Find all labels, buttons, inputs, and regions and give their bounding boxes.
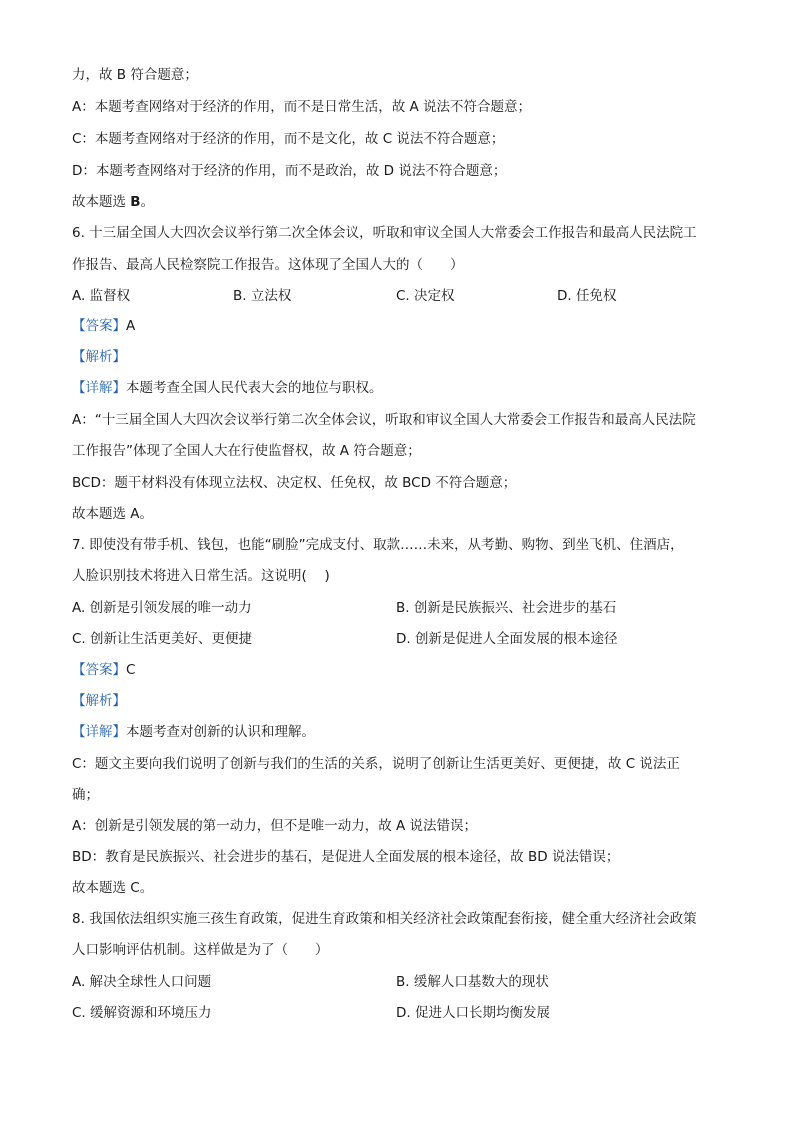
q8-option-b: B. 缓解人口基数大的现状 [396,974,549,990]
q7-analysis-tag [72,692,126,710]
detail-tag: 【详解】 [72,724,126,740]
q7-answer [72,661,135,679]
q8-option-c: C. 缓解资源和环境压力 [72,1005,212,1021]
q8-stem-line-2: 人口影响评估机制。这样做是为了（ ） [72,942,329,958]
text-line: D：本题考查网络对于经济的作用，而不是政治，故 D 说法不符合题意； [72,163,507,179]
q6-option-b: B. 立法权 [233,288,292,304]
q6-detail [72,379,383,397]
answer-value: C [126,662,136,678]
q7-detail [72,723,315,741]
text-line: C：本题考查网络对于经济的作用，而不是文化，故 C 说法不符合题意； [72,131,505,147]
q7-stem-line-2: 人脸识别技术将进入日常生活。这说明( ) [72,568,330,584]
q8-stem-line-1: 8. 我国依法组织实施三孩生育政策，促进生育政策和相关经济社会政策配套衔接，健全重大经济社会政策 [72,911,697,927]
q8-option-d: D. 促进人口长期均衡发展 [396,1005,550,1021]
detail-tag: 【详解】 [72,380,126,396]
q6-stem-line-2: 作报告、最高人民检察院工作报告。这体现了全国人大的（ ） [72,257,464,273]
q7-stem-line-1: 7. 即使没有带手机、钱包，也能“刷脸”完成支付、取款……未来，从考勤、购物、到坐飞机、住酒店， [72,537,684,553]
text-line: A：本题考查网络对于经济的作用，而不是日常生活，故 A 说法不符合题意； [72,99,532,115]
analysis-tag: 【解析】 [72,349,126,365]
q7-explanation-line: A：创新是引领发展的第一动力，但不是唯一动力，故 A 说法错误； [72,818,478,834]
conclusion-line [72,193,154,211]
q7-conclusion: 故本题选 C。 [72,880,154,896]
q7-option-d: D. 创新是促进人全面发展的根本途径 [396,631,618,647]
q6-conclusion: 故本题选 A。 [72,506,154,522]
q7-option-a: A. 创新是引领发展的唯一动力 [72,600,252,616]
q7-explanation-line: BD：教育是民族振兴、社会进步的基石，是促进人全面发展的根本途径，故 BD 说法错误； [72,849,620,865]
q7-explanation-line: C：题文主要向我们说明了创新与我们的生活的关系，说明了创新让生活更美好、更便捷，故 C 说法正 [72,756,680,772]
answer-value: A [126,318,136,334]
q6-explanation-line: A：“十三届全国人大四次会议举行第二次全体会议，听取和审议全国人大常委会工作报告和最高人民法院 [72,412,696,428]
q6-explanation-line: 工作报告”体现了全国人大在行使监督权，故 A 符合题意； [72,443,421,459]
q7-option-c: C. 创新让生活更美好、更便捷 [72,631,253,647]
q6-option-d: D. 任免权 [557,288,617,304]
q6-option-c: C. 决定权 [396,288,455,304]
q6-explanation-line: BCD：题干材料没有体现立法权、决定权、任免权，故 BCD 不符合题意； [72,475,517,491]
detail-text: 本题考查全国人民代表大会的地位与职权。 [126,380,383,396]
detail-text: 本题考查对创新的认识和理解。 [126,724,315,740]
q6-analysis-tag [72,348,126,366]
answer-tag: 【答案】 [72,318,126,334]
q6-answer [72,317,135,335]
q6-option-a: A. 监督权 [72,288,131,304]
q6-stem-line-1: 6. 十三届全国人大四次会议举行第二次全体会议，听取和审议全国人大常委会工作报告和最高人民法院工 [72,225,697,241]
answer-tag: 【答案】 [72,662,126,678]
conclusion-prefix: 故本题选 [72,194,131,210]
q7-option-b: B. 创新是民族振兴、社会进步的基石 [396,600,617,616]
analysis-tag: 【解析】 [72,693,126,709]
text-line: 力，故 B 符合题意； [72,67,198,83]
conclusion-suffix: 。 [140,194,155,210]
q7-explanation-line: 确； [72,787,99,803]
q8-option-a: A. 解决全球性人口问题 [72,974,212,990]
conclusion-answer: B [130,194,141,210]
